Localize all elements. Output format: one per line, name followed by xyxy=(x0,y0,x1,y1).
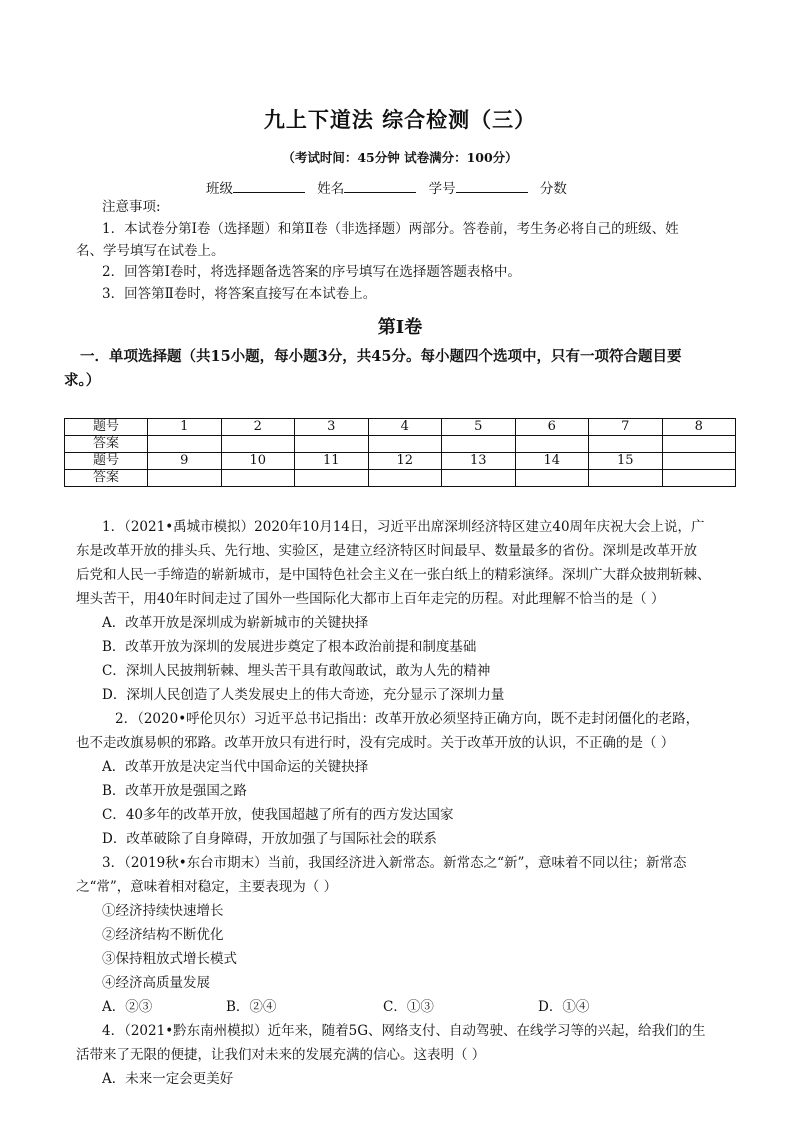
question-2-stem: 2．（2020•呼伦贝尔）习近平总书记指出：改革开放必须坚持正确方向，既不走封闭僵化的老路， xyxy=(115,711,700,727)
table-row xyxy=(65,470,736,487)
number-cell: 15 xyxy=(589,453,663,470)
question-2-option: D．改革破除了自身障碍，开放加强了与国际社会的联系 xyxy=(102,831,437,847)
answer-label-cell: 答案 xyxy=(65,470,148,487)
answer-cell[interactable] xyxy=(442,436,516,453)
class-blank xyxy=(233,178,305,193)
number-cell: 12 xyxy=(368,453,442,470)
exam-info: （考试时间：45分钟 试卷满分：100分） xyxy=(282,150,518,165)
student-id-label: 学号 xyxy=(428,181,456,197)
number-cell: 6 xyxy=(515,419,589,436)
question-2-option: C．40多年的改革开放，使我国超越了所有的西方发达国家 xyxy=(102,807,454,823)
number-label-cell: 题号 xyxy=(65,419,148,436)
number-cell: 4 xyxy=(368,419,442,436)
answer-label-cell: 答案 xyxy=(65,436,148,453)
number-cell: 3 xyxy=(295,419,369,436)
answer-cell[interactable] xyxy=(221,436,295,453)
question-4-stem: 活带来了无限的便捷，让我们对未来的发展充满的信心。这表明（ ） xyxy=(76,1047,486,1063)
question-4-option: A．未来一定会更美好 xyxy=(102,1071,234,1087)
part-heading: 一．单项选择题（共15小题，每小题3分，共45分。每小题四个选项中，只有一项符合题目要 xyxy=(80,348,682,365)
number-cell: 1 xyxy=(148,419,222,436)
section-title: 第Ⅰ卷 xyxy=(377,317,423,338)
notes-line: 名、学号填写在试卷上。 xyxy=(76,243,225,259)
table-row xyxy=(65,419,736,436)
answer-cell[interactable] xyxy=(442,470,516,487)
answer-cell[interactable] xyxy=(368,436,442,453)
answer-cell[interactable] xyxy=(295,436,369,453)
question-3-option-d: D．①④ xyxy=(538,999,590,1015)
score-label: 分数 xyxy=(539,181,567,197)
student-id-blank xyxy=(456,178,528,193)
part-heading-continued: 求。） xyxy=(64,372,101,389)
student-info-line xyxy=(206,177,567,197)
question-3-option-a: A．②③ xyxy=(102,999,153,1015)
question-3-stem: 之“常”，意味着相对稳定，主要表现为（ ） xyxy=(76,879,338,895)
question-3-statement: ②经济结构不断优化 xyxy=(102,927,224,943)
question-1-stem: 1．（2021•禹城市模拟）2020年10月14日，习近平出席深圳经济特区建立40周年庆祝大会上说，广 xyxy=(102,519,705,535)
question-3-stem: 3．（2019秋•东台市期末）当前，我国经济进入新常态。新常态之“新”，意味着不同以往；新常态 xyxy=(102,855,687,871)
question-1-option: A．改革开放是深圳成为崭新城市的关键抉择 xyxy=(102,615,369,631)
number-cell: 10 xyxy=(221,453,295,470)
notes-line: 3．回答第Ⅱ卷时，将答案直接写在本试卷上。 xyxy=(102,286,377,302)
question-1-option: B．改革开放为深圳的发展进步奠定了根本政治前提和制度基础 xyxy=(102,639,477,655)
answer-cell[interactable] xyxy=(662,470,736,487)
answer-cell[interactable] xyxy=(515,436,589,453)
number-cell: 11 xyxy=(295,453,369,470)
number-cell: 8 xyxy=(662,419,736,436)
notes-heading: 注意事项: xyxy=(102,199,161,215)
answer-cell[interactable] xyxy=(295,470,369,487)
number-label-cell: 题号 xyxy=(65,453,148,470)
question-3-option-c: C．①③ xyxy=(383,999,434,1015)
question-4-stem: 4．（2021•黔东南州模拟）近年来，随着5G、网络支付、自动驾驶、在线学习等的兴起，给我们的生 xyxy=(102,1023,706,1039)
question-1-stem: 东是改革开放的排头兵、先行地、实验区，是建立经济特区时间最早、数量最多的省份。深圳是改革开放 xyxy=(76,543,697,559)
notes-line: 2．回答第Ⅰ卷时，将选择题备选答案的序号填写在选择题答题表格中。 xyxy=(102,264,521,280)
question-2-option: A．改革开放是决定当代中国命运的关键抉择 xyxy=(102,759,369,775)
answer-table xyxy=(64,418,736,487)
notes-line: 1．本试卷分第Ⅰ卷（选择题）和第Ⅱ卷（非选择题）两部分。答卷前，考生务必将自己的班级、姓 xyxy=(102,221,679,237)
question-2-option: B．改革开放是强国之路 xyxy=(102,783,247,799)
question-1-option: D．深圳人民创造了人类发展史上的伟大奇迹，充分显示了深圳力量 xyxy=(102,687,505,703)
answer-cell[interactable] xyxy=(662,436,736,453)
answer-cell[interactable] xyxy=(515,470,589,487)
number-cell: 13 xyxy=(442,453,516,470)
question-1-stem: 埋头苦干，用40年时间走过了国外一些国际化大都市上百年走完的历程。对此理解不恰当的是（ ） xyxy=(76,591,665,607)
number-cell: 14 xyxy=(515,453,589,470)
question-3-statement: ④经济高质量发展 xyxy=(102,975,210,991)
class-label: 班级 xyxy=(206,181,233,197)
name-label: 姓名 xyxy=(317,181,345,197)
name-blank xyxy=(344,178,416,193)
table-row xyxy=(65,453,736,470)
answer-cell[interactable] xyxy=(368,470,442,487)
number-cell: 2 xyxy=(221,419,295,436)
number-cell: 9 xyxy=(148,453,222,470)
question-3-statement: ③保持粗放式增长模式 xyxy=(102,951,237,967)
answer-cell[interactable] xyxy=(589,470,663,487)
answer-cell[interactable] xyxy=(148,436,222,453)
answer-cell[interactable] xyxy=(221,470,295,487)
number-cell: 5 xyxy=(442,419,516,436)
answer-cell[interactable] xyxy=(148,470,222,487)
question-1-stem: 后党和人民一手缔造的崭新城市，是中国特色社会主义在一张白纸上的精彩演绎。深圳广大群众披荆斩棘、 xyxy=(76,567,711,583)
question-2-stem: 也不走改旗易帜的邪路。改革开放只有进行时，没有完成时。关于改革开放的认识，不正确的是（ ） xyxy=(76,735,675,751)
answer-cell[interactable] xyxy=(589,436,663,453)
question-3-statement: ①经济持续快速增长 xyxy=(102,903,224,919)
number-cell: 7 xyxy=(589,419,663,436)
number-cell xyxy=(662,453,736,470)
page-title: 九上下道法 综合检测（三） xyxy=(263,108,537,132)
table-row xyxy=(65,436,736,453)
question-1-option: C．深圳人民披荆斩棘、埋头苦干具有敢闯敢试，敢为人先的精神 xyxy=(102,663,491,679)
question-3-option-b: B．②④ xyxy=(226,999,277,1015)
